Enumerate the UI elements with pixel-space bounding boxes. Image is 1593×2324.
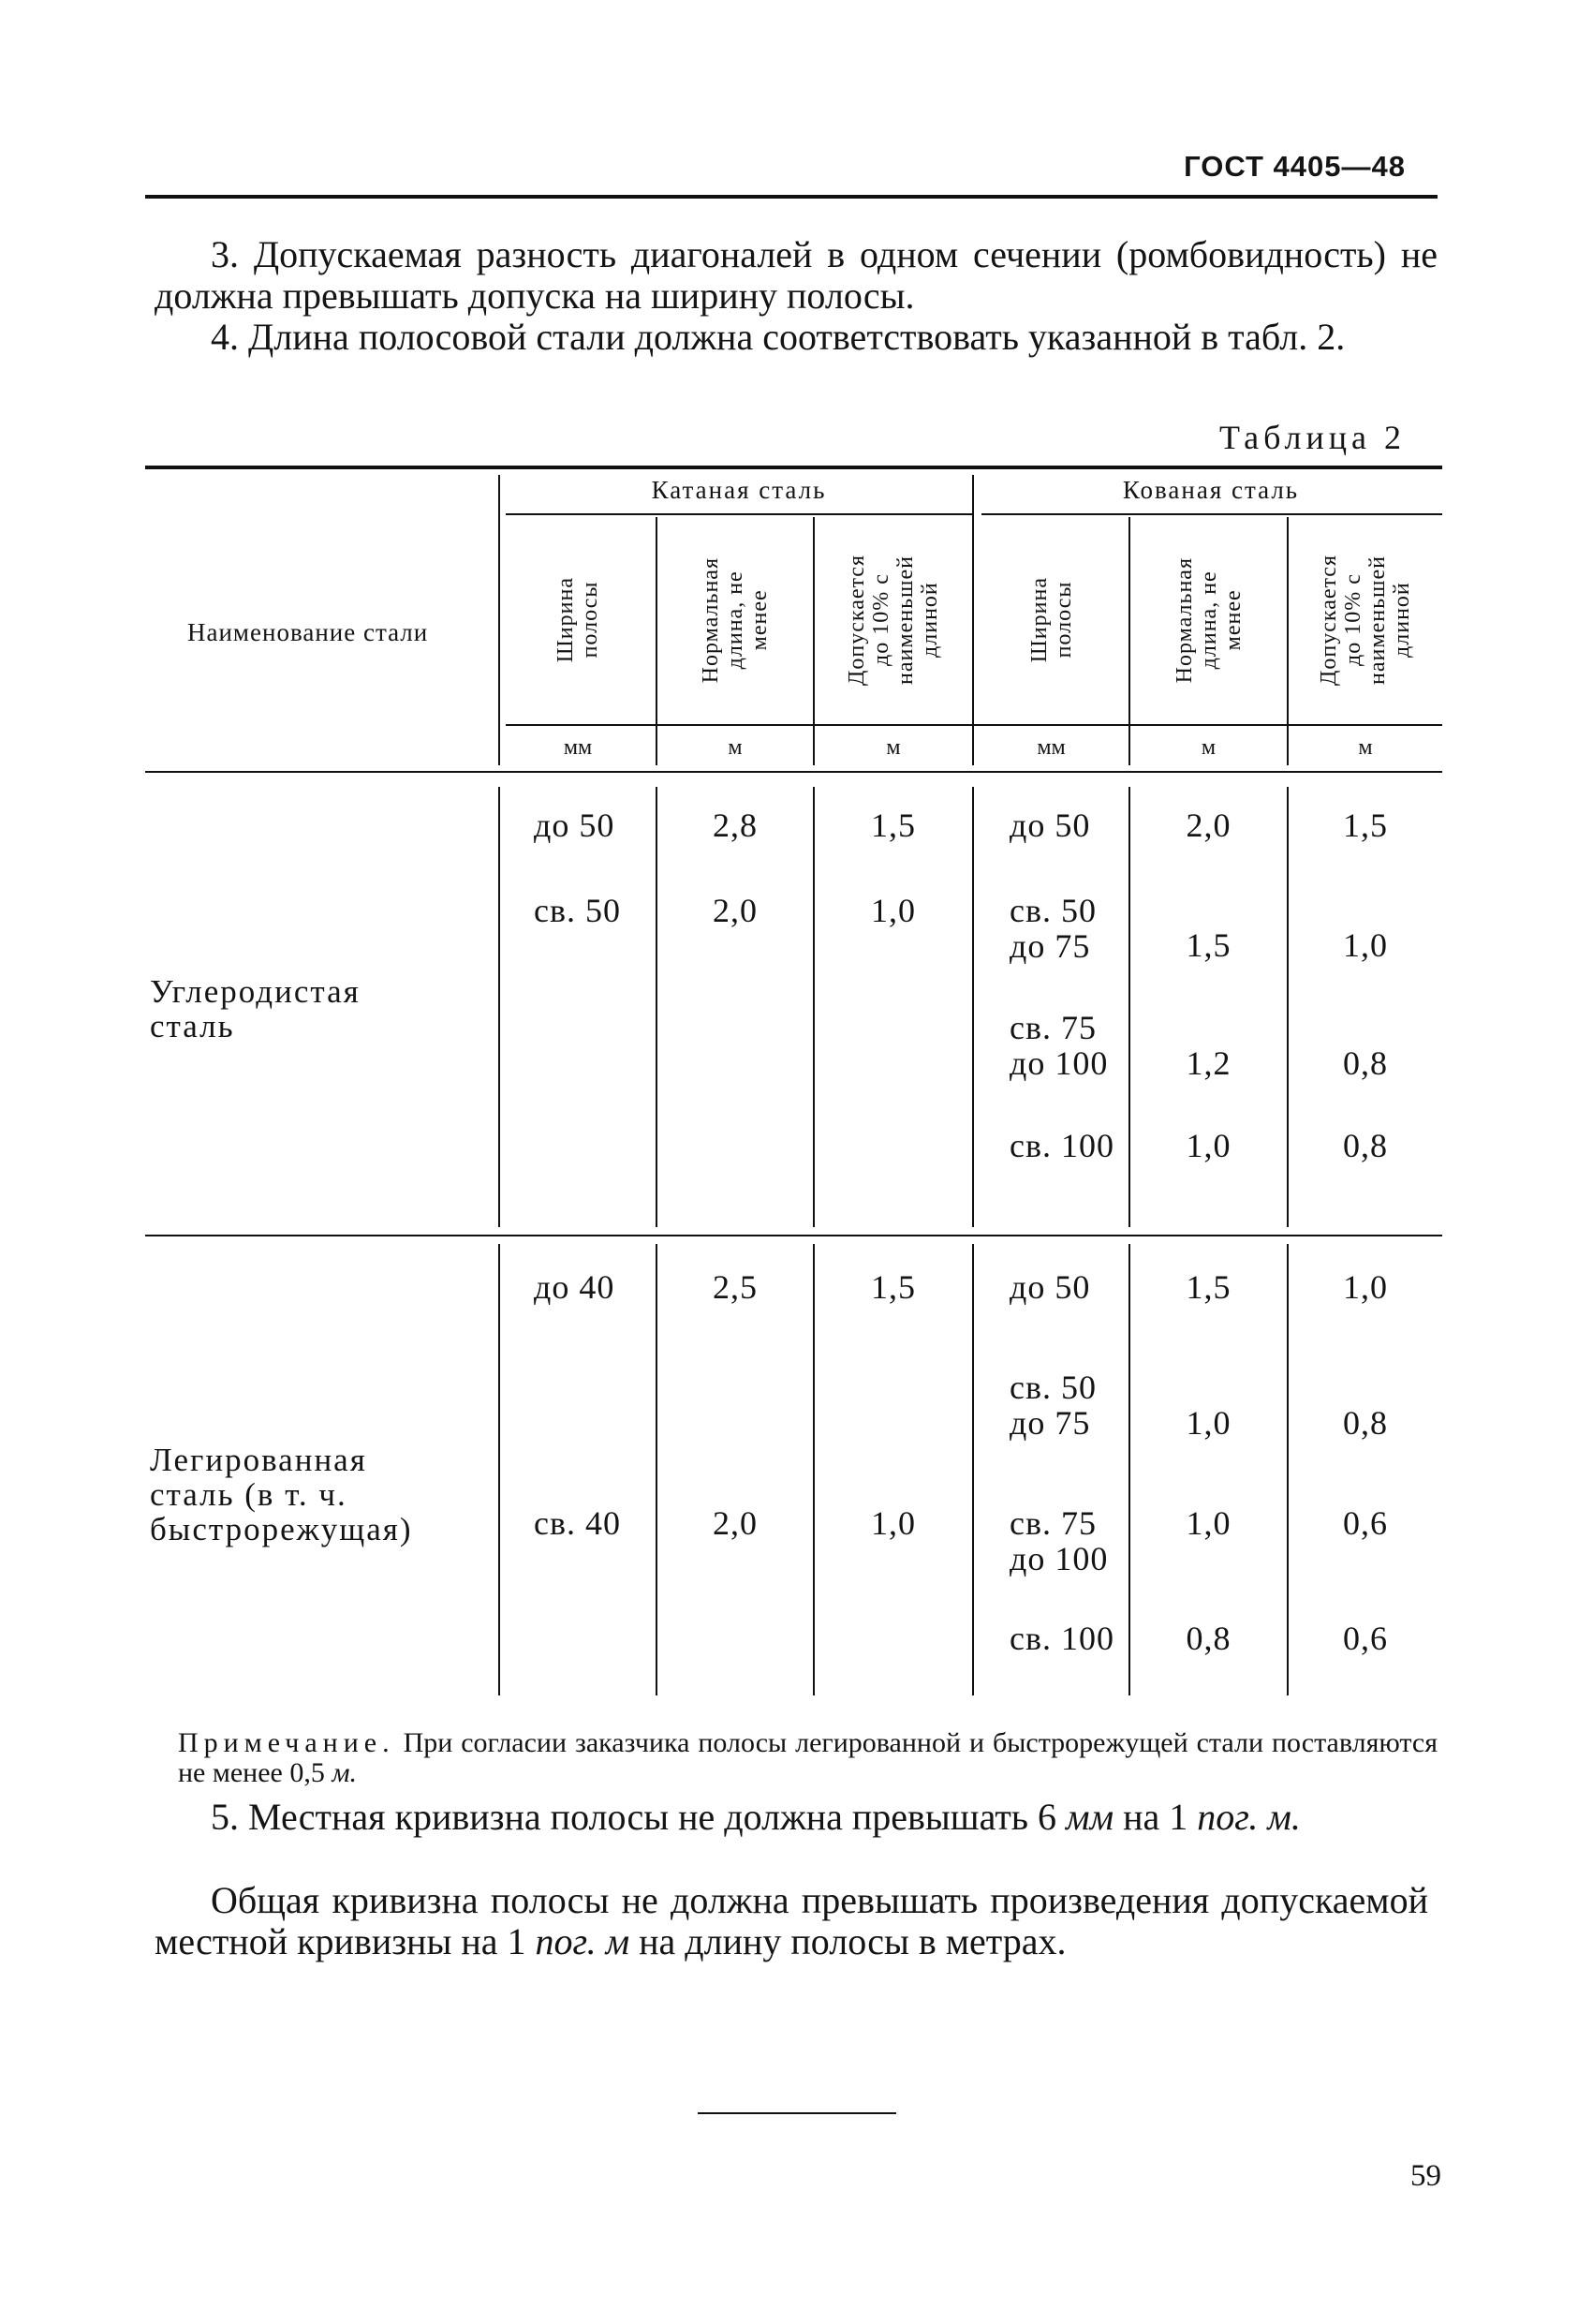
- table-top-rule: [145, 466, 1442, 469]
- table-cell: 1,5: [871, 1268, 916, 1306]
- table-cell: до 50: [1010, 807, 1091, 844]
- table-cell: св. 50 до 75: [1010, 892, 1097, 965]
- table-cell: св. 75 до 100: [1010, 1504, 1109, 1577]
- col-rule: [972, 787, 974, 1227]
- unit-label: м: [728, 735, 743, 760]
- col-rule: [813, 787, 815, 1227]
- table-cell: 0,6: [1343, 1504, 1388, 1542]
- table-cell: 2,0: [713, 892, 758, 929]
- table-cell: 0,8: [1186, 1620, 1232, 1657]
- table-cell: 1,0: [1343, 926, 1388, 964]
- table-cell: 1,0: [1186, 1127, 1232, 1164]
- group-rule-forged: [981, 513, 1442, 515]
- table-cell: 1,5: [871, 807, 916, 844]
- document-header: ГОСТ 4405—48: [1184, 150, 1406, 183]
- subheader-forged-normal: Нормальная длина, не менее: [1172, 556, 1246, 684]
- table-cell: 1,5: [1343, 807, 1388, 844]
- unit-pog-m: пог. м.: [1197, 1796, 1301, 1838]
- subheader-forged-width: Ширина полосы: [1026, 577, 1076, 663]
- table-cell: 1,0: [871, 1504, 916, 1542]
- unit-pog-m: пог. м: [535, 1920, 630, 1962]
- table-cell: 2,0: [1186, 807, 1232, 844]
- table-cell: св. 50: [534, 892, 621, 929]
- page-number: 59: [1410, 2159, 1441, 2193]
- paragraph-6: Общая кривизна полосы не должна превышать произведения допускаемой местной кривизны на 1 пог. м на длину полосы в метрах.: [155, 1879, 1428, 1962]
- note-unit: м.: [332, 1757, 358, 1788]
- unit-label: м: [1358, 735, 1373, 760]
- table-cell: 1,5: [1186, 926, 1232, 964]
- paragraph-5: 5. Местная кривизна полосы не должна превышать 6 мм на 1 пог. м.: [211, 1796, 1301, 1838]
- col-rule: [656, 1244, 657, 1695]
- note-text: При согласии заказчика полосы легированной и быстрорежущей стали поставляются не менее 0,5: [178, 1727, 1438, 1788]
- table-cell: 1,0: [1343, 1268, 1388, 1306]
- col-rule: [656, 787, 657, 1227]
- col-rule: [813, 1244, 815, 1695]
- table-cell: до 50: [1010, 1268, 1091, 1306]
- header-rule: [145, 195, 1438, 199]
- table-cell: до 50: [534, 807, 615, 844]
- subheader-rolled-short: Допускается до 10% с наименьшей длиной: [845, 555, 942, 686]
- unit-label: м: [886, 735, 901, 760]
- footer-rule: [698, 2112, 896, 2114]
- table-cell: 1,2: [1186, 1044, 1232, 1082]
- table-cell: 0,6: [1343, 1620, 1388, 1657]
- table-cell: св. 100: [1010, 1127, 1114, 1164]
- group-rule-rolled: [506, 513, 974, 515]
- steel-name-carbon: Углеродистая сталь: [150, 973, 361, 1044]
- group-header-forged: Кованая сталь: [1122, 476, 1300, 504]
- table-cell: св. 50 до 75: [1010, 1369, 1097, 1442]
- header-bottom-rule: [145, 771, 1442, 773]
- table-cell: 0,8: [1343, 1404, 1388, 1442]
- subheader-rolled-width: Ширина полосы: [553, 577, 602, 663]
- paragraph-4: 4. Длина полосовой стали должна соответствовать указанной в табл. 2.: [211, 316, 1346, 358]
- col-header-steel-name: Наименование стали: [187, 618, 429, 646]
- unit-mm: мм: [1066, 1796, 1114, 1838]
- table-cell: св. 40: [534, 1504, 621, 1542]
- table-cell: 1,0: [871, 892, 916, 929]
- table-cell: 2,8: [713, 807, 758, 844]
- table-cell: 0,8: [1343, 1044, 1388, 1082]
- col-rule: [498, 1244, 500, 1695]
- unit-label: м: [1201, 735, 1217, 760]
- table-cell: до 40: [534, 1268, 615, 1306]
- units-rule: [506, 724, 1442, 726]
- table-cell: св. 100: [1010, 1620, 1114, 1657]
- table-note: [178, 1728, 1438, 1788]
- table-cell: 1,5: [1186, 1268, 1232, 1306]
- table-cell: 1,0: [1186, 1404, 1232, 1442]
- table-cell: 1,0: [1186, 1504, 1232, 1542]
- paragraph-3: 3. Допускаемая разность диагоналей в одном сечении (ромбовидность) не должна превышать допуска на ширину полосы.: [155, 233, 1438, 317]
- table-caption: Таблица 2: [1219, 419, 1406, 456]
- unit-label: мм: [563, 735, 593, 760]
- table-cell: 0,8: [1343, 1127, 1388, 1164]
- note-label: Примечание.: [178, 1727, 395, 1758]
- steel-name-alloy: Легированная сталь (в т. ч. быстрорежущая): [150, 1442, 413, 1547]
- table-cell: 2,0: [713, 1504, 758, 1542]
- section-divider-rule: [145, 1235, 1442, 1236]
- subheader-forged-short: Допускается до 10% с наименьшей длиной: [1317, 555, 1414, 686]
- unit-label: мм: [1037, 735, 1066, 760]
- subheader-rolled-normal: Нормальная длина, не менее: [699, 556, 772, 684]
- col-rule: [498, 787, 500, 1227]
- table-cell: 2,5: [713, 1268, 758, 1306]
- group-header-rolled: Катаная сталь: [651, 476, 827, 504]
- col-rule: [972, 1244, 974, 1695]
- table-cell: св. 75 до 100: [1010, 1009, 1109, 1082]
